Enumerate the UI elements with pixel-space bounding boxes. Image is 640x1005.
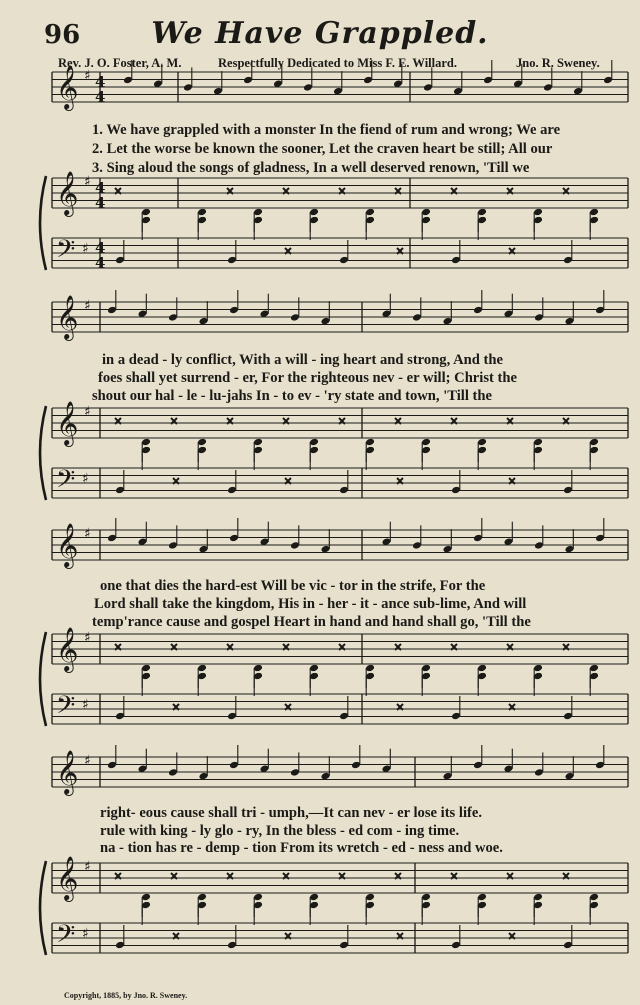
key-signature-sharp: ♯ xyxy=(84,630,91,646)
lyric-line: foes shall yet surrend - er, For the righteous nev - er will; Christ the xyxy=(98,370,517,386)
clef: 𝄞 xyxy=(56,295,79,339)
key-signature-sharp: ♯ xyxy=(84,298,91,314)
time-signature: 4 xyxy=(95,239,106,257)
lyric-line: one that dies the hard-est Will be vic - tor in the strife, For the xyxy=(100,578,486,594)
dedication-credit: Respectfully Dedicated to Miss F. E. Willard. xyxy=(218,56,458,70)
time-signature: 4 xyxy=(95,254,106,272)
composer-credit: Jno. R. Sweney. xyxy=(516,56,600,70)
lyric-line: shout our hal - le - lu-jahs In - to ev - 'ry state and town, 'Till the xyxy=(92,388,493,404)
time-signature: 4 xyxy=(95,194,106,212)
clef: 𝄞 xyxy=(56,65,79,109)
lyric-line: 1. We have grappled with a monster In the fiend of rum and wrong; We are xyxy=(92,122,561,138)
system-brace xyxy=(40,406,46,500)
system-brace xyxy=(40,176,46,270)
clef: 𝄞 xyxy=(56,856,79,900)
lyricist-credit: Rev. J. O. Foster, A. M. xyxy=(58,56,182,70)
system-brace xyxy=(40,861,46,955)
clef: 𝄢 xyxy=(56,235,76,270)
lyric-line: 3. Sing aloud the songs of gladness, In a well deserved renown, 'Till we xyxy=(92,160,530,176)
key-signature-sharp: ♯ xyxy=(84,174,91,190)
key-signature-sharp: ♯ xyxy=(82,471,89,487)
lyric-line: Lord shall take the kingdom, His in - her - it - ance sub-lime, And will xyxy=(94,596,527,612)
clef: 𝄢 xyxy=(56,920,76,955)
clef: 𝄞 xyxy=(56,750,79,794)
system-brace xyxy=(40,632,46,726)
key-signature-sharp: ♯ xyxy=(82,926,89,942)
lyric-line: na - tion has re - demp - tion From its wretch - ed - ness and woe. xyxy=(100,840,503,856)
clef: 𝄞 xyxy=(56,523,79,567)
page-number: 96 xyxy=(44,20,81,50)
lyric-line: in a dead - ly conflict, With a will - ing heart and strong, And the xyxy=(102,352,503,368)
key-signature-sharp: ♯ xyxy=(82,697,89,713)
time-signature: 4 xyxy=(95,73,106,91)
lyric-line: temp'rance cause and gospel Heart in hand and hand shall go, 'Till the xyxy=(92,614,531,630)
lyric-line: 2. Let the worse be known the sooner, Let the craven heart be still; All our xyxy=(92,141,553,157)
lyric-line: right- eous cause shall tri - umph,—It can nev - er lose its life. xyxy=(100,805,482,821)
key-signature-sharp: ♯ xyxy=(82,241,89,257)
clef: 𝄞 xyxy=(56,401,79,445)
hymn-title: We Have Grappled. xyxy=(151,16,489,51)
clef: 𝄞 xyxy=(56,171,79,215)
lyric-line: rule with king - ly glo - ry, In the bless - ed com - ing time. xyxy=(100,823,460,839)
key-signature-sharp: ♯ xyxy=(84,859,91,875)
clef: 𝄢 xyxy=(56,465,76,500)
key-signature-sharp: ♯ xyxy=(84,753,91,769)
clef: 𝄢 xyxy=(56,691,76,726)
key-signature-sharp: ♯ xyxy=(84,526,91,542)
time-signature: 4 xyxy=(95,88,106,106)
key-signature-sharp: ♯ xyxy=(84,404,91,420)
clef: 𝄞 xyxy=(56,627,79,671)
key-signature-sharp: ♯ xyxy=(84,68,91,84)
copyright-notice: Copyright, 1885, by Jno. R. Sweney. xyxy=(64,991,188,1000)
time-signature: 4 xyxy=(95,179,106,197)
